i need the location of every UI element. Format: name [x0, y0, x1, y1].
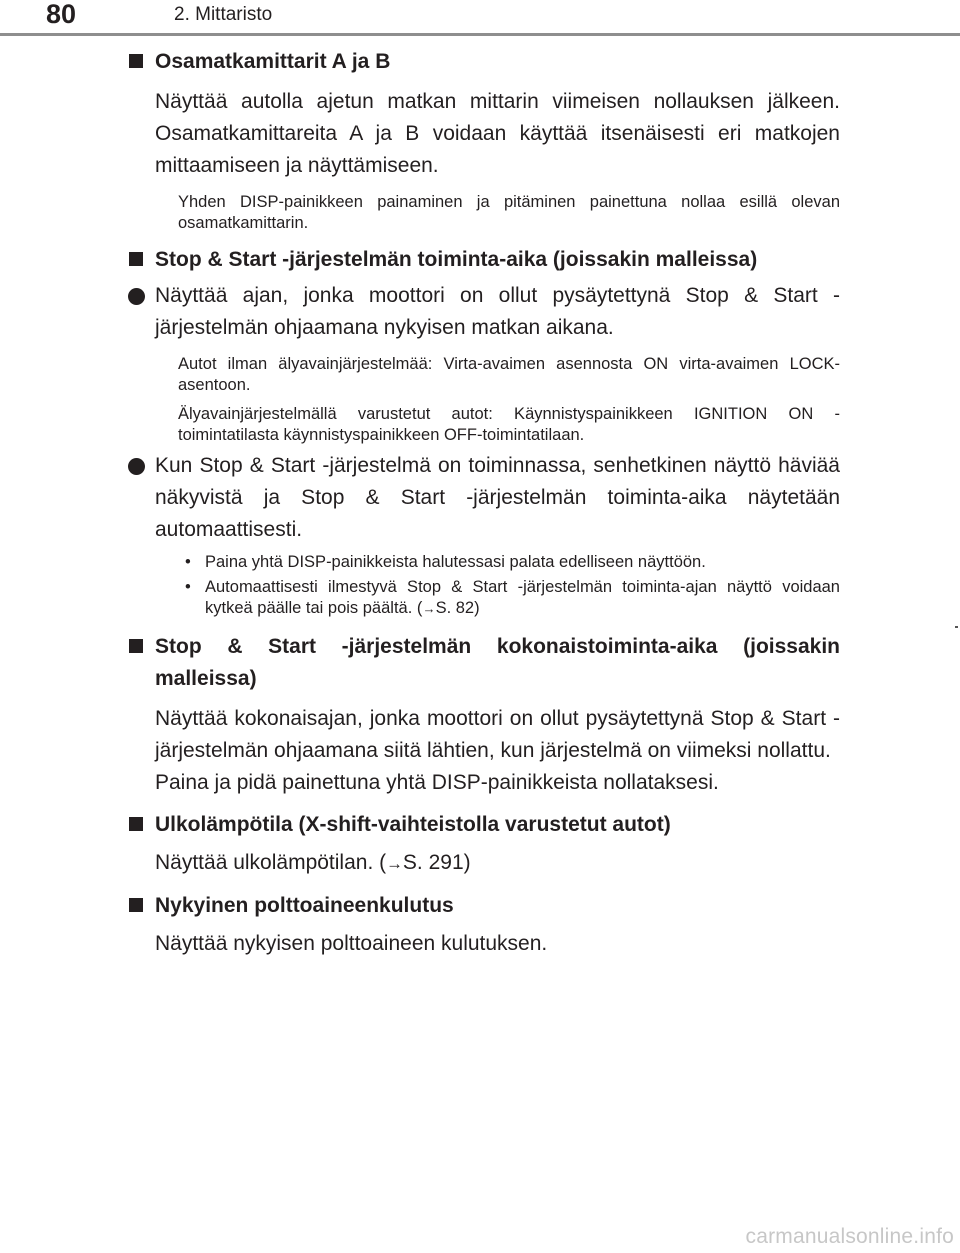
note-text: Älyavainjärjestelmällä varustetut autot: Käynnistyspainikkeen IGNITION ON -toimintatilasta käynnistyspainikkeen OFF-toimintatilaan. [178, 405, 840, 444]
square-bullet-icon [129, 898, 143, 912]
square-bullet-icon [129, 817, 143, 831]
round-bullet-icon [128, 288, 145, 305]
round-bullet-icon [128, 458, 145, 475]
page-content [128, 46, 840, 960]
page-header [0, 0, 960, 34]
page-number: 80 [45, 0, 77, 29]
bullet-item [128, 280, 840, 344]
bullet-text: Kun Stop & Start -järjestelmä on toiminnassa, senhetkinen näyttö häviää näkyvistä ja Stop & Start -järjestelmän toiminta-aika näytetään automaattisesti. [155, 454, 840, 541]
sub-bullet-item [128, 577, 840, 619]
section-heading [128, 809, 840, 841]
body-text [128, 847, 840, 880]
square-bullet-icon [129, 54, 143, 68]
bullet-text: Näyttää ajan, jonka moottori on ollut pysäytettynä Stop & Start -järjestelmän ohjaamana nykyisen matkan aikana. [155, 284, 840, 339]
body-text: Näyttää kokonaisajan, jonka moottori on ollut pysäytettynä Stop & Start -järjestelmän ohjaamana siitä lähtien, kun järjestelmä on viimeksi nollattu. [155, 707, 840, 762]
heading-text: Stop & Start -järjestelmän kokonaistoiminta-aika (joissakin malleissa) [155, 635, 840, 690]
margin-mark [955, 626, 958, 628]
body-text: Näyttää autolla ajetun matkan mittarin viimeisen nollauksen jälkeen. Osamatkamittareita A ja B voidaan käyttää itsenäisesti eri matkojen mittaamiseen ja näyttämiseen. [155, 90, 840, 177]
section-heading [128, 46, 840, 78]
arrow-icon: → [422, 601, 436, 616]
heading-text: Stop & Start -järjestelmän toiminta-aika (joissakin malleissa) [155, 248, 758, 271]
section-heading [128, 631, 840, 695]
small-bullet: • [185, 578, 191, 596]
page-reference: S. 291) [402, 851, 471, 874]
heading-text: Osamatkamittarit A ja B [155, 50, 391, 73]
square-bullet-icon [129, 639, 143, 653]
body-text: Näyttää nykyisen polttoaineen kulutuksen. [155, 932, 548, 955]
chapter-title: 2. Mittaristo [174, 4, 273, 25]
note-text: Yhden DISP-painikkeen painaminen ja pitäminen painettuna nollaa esillä olevan osamatkamittarin. [178, 193, 840, 232]
small-bullet: • [185, 553, 191, 571]
bullet-item [128, 450, 840, 546]
section-heading [128, 244, 840, 276]
sub-bullet-text: Automaattisesti ilmestyvä Stop & Start -järjestelmän toiminta-ajan näyttö voidaan kytkeä päälle tai pois päältä. ( [205, 578, 840, 617]
section-heading [128, 890, 840, 922]
heading-text: Nykyinen polttoaineenkulutus [155, 894, 454, 917]
body-text-main: Näyttää ulkolämpötilan. ( [155, 851, 387, 874]
watermark: carmanualsonline.info [745, 1225, 954, 1248]
sub-bullet-text: Paina yhtä DISP-painikkeista halutessasi palata edelliseen näyttöön. [205, 553, 706, 571]
header-rule [0, 33, 960, 36]
heading-text: Ulkolämpötila (X-shift-vaihteistolla varustetut autot) [155, 813, 671, 836]
note-text: Autot ilman älyavainjärjestelmää: Virta-avaimen asennosta ON virta-avaimen LOCK-asentoon. [178, 355, 840, 394]
body-text: Paina ja pidä painettuna yhtä DISP-painikkeista nollataksesi. [155, 771, 719, 794]
sub-bullet-item [128, 552, 840, 573]
square-bullet-icon [129, 252, 143, 266]
page-reference: S. 82) [435, 599, 480, 617]
arrow-icon: → [386, 854, 403, 873]
